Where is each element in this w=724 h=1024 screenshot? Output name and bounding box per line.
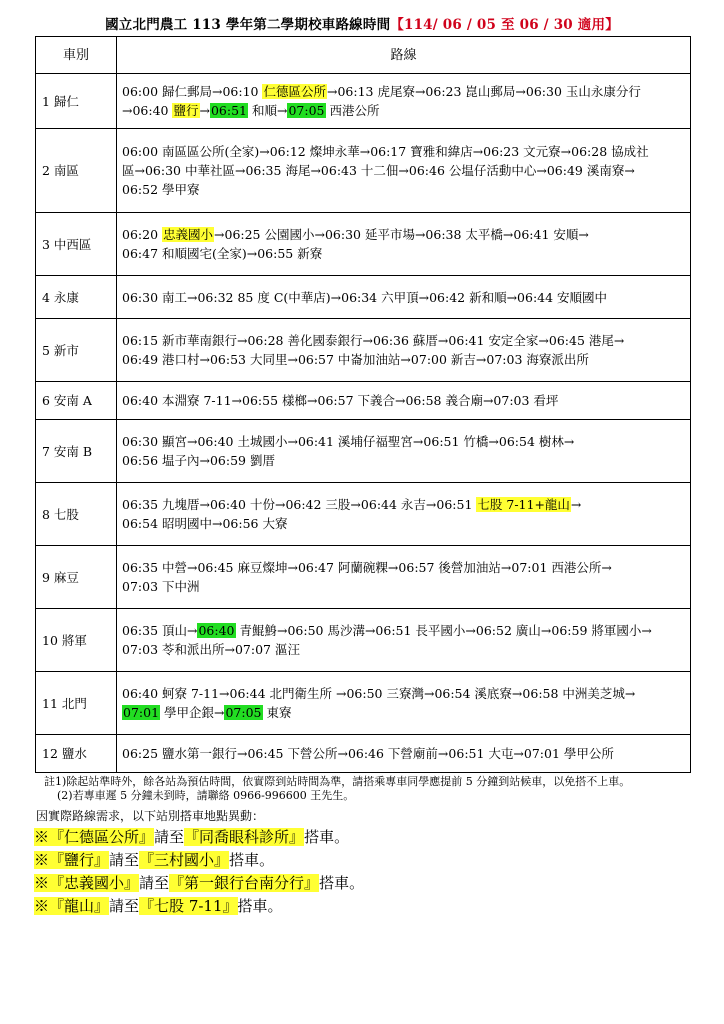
route-text: 青鯤鯓→06:50 馬沙溝→06:51 長平國小→06:52 廣山→06:59 將軍國小→ [235,623,652,638]
table-row [36,276,691,319]
new-stop: 『同喬眼科診所』 [184,828,305,846]
route-line [122,514,684,533]
route-text: 06:35 頂山→ [122,623,198,638]
route-cell [117,213,691,276]
stop-change-item [34,826,364,849]
table-row [36,213,691,276]
old-stop: 『忠義國小』 [49,874,140,892]
bus-name-cell: 12 鹽水 [36,735,117,773]
table-row [36,129,691,213]
route-text: 和順→ [248,103,288,118]
route-line [122,577,684,596]
route-cell [117,609,691,672]
change-text: 請至 [139,874,170,892]
route-line [122,744,684,763]
route-cell [117,735,691,773]
table-row [36,483,691,546]
change-text: 請至 [154,828,185,846]
highlight-stop: 忠義國小 [163,227,214,242]
highlight-time: 06:51 [210,103,248,118]
new-stop: 『三村國小』 [139,851,230,869]
route-text: 06:00 歸仁郵局→06:10 [122,84,263,99]
highlight-stop: 鹽行 [173,103,199,118]
table-row [36,420,691,483]
route-text: 06:52 學甲寮 [122,182,200,197]
reference-mark-icon: ※ [34,897,50,915]
route-text: → [570,497,582,512]
table-row [36,319,691,382]
route-text: 06:30 南工→06:32 85 度 C(中華店)→06:34 六甲頂→06:42 新和順→06:44 安順國中 [122,289,608,305]
new-stop: 『七股 7-11』 [139,897,238,915]
route-line [122,621,684,640]
table-row [36,74,691,129]
route-line [122,558,684,577]
change-text: 搭車。 [237,897,283,915]
table-row [36,735,691,773]
highlight-stop: 仁德區公所 [263,84,326,99]
reference-mark-icon: ※ [34,851,50,869]
route-text: →06:13 虎尾寮→06:23 崑山郵局→06:30 玉山永康分行 [326,84,641,99]
new-stop: 『第一銀行台南分行』 [169,874,320,892]
route-text: 學甲企銀→ [160,705,225,720]
route-text: →06:25 公園國小→06:30 延平市場→06:38 太平橋→06:41 安順→ [214,227,589,242]
route-text: → [199,103,210,118]
old-stop: 『龍山』 [49,897,110,915]
change-text: 請至 [109,897,140,915]
change-text: 請至 [109,851,140,869]
highlight-time: 07:05 [225,705,262,720]
title-main: 國立北門農工 113 學年第二學期校車路線時間 [105,17,391,33]
change-text: 搭車。 [304,828,350,846]
route-cell [117,74,691,129]
route-text: 06:25 鹽水第一銀行→06:45 下營公所→06:46 下營廟前→06:51 大屯→07:01 學甲公所 [122,746,614,761]
table-row [36,609,691,672]
old-stop: 『鹽行』 [49,851,110,869]
bus-schedule-table [35,36,691,773]
header-bus: 車別 [36,37,117,74]
stop-change-item [34,872,364,895]
route-cell [117,319,691,382]
route-line [122,432,684,451]
bus-name-cell: 9 麻豆 [36,546,117,609]
reference-mark-icon: ※ [34,874,50,892]
bus-name-cell: 1 歸仁 [36,74,117,129]
reference-mark-icon: ※ [34,828,50,846]
route-cell [117,276,691,319]
route-line [122,225,684,244]
route-text: 06:47 和順國宅(全家)→06:55 新寮 [122,246,323,261]
highlight-time: 07:05 [288,103,325,118]
table-row [36,546,691,609]
route-text: 東寮 [262,705,292,720]
highlight-time: 06:40 [198,623,235,638]
old-stop: 『仁德區公所』 [49,828,155,846]
route-text: 06:15 新市華南銀行→06:28 善化國泰銀行→06:36 蘇厝→06:41 安定全家→06:45 港尾→ [122,333,625,348]
bus-name-cell: 11 北門 [36,672,117,735]
route-text: 06:30 顯宮→06:40 土城國小→06:41 溪埔仔福聖宮→06:51 竹橋→06:54 樹林→ [122,434,575,449]
route-text: 06:40 蚵寮 7-11→06:44 北門衛生所 →06:50 三寮灣→06:54 溪底寮→06:58 中洲美芝城→ [122,686,636,701]
bus-name-cell: 8 七股 [36,483,117,546]
route-text: 06:35 九塊厝→06:40 十份→06:42 三股→06:44 永吉→06:51 [122,497,477,512]
route-text: 06:56 塭子內→06:59 劉厝 [122,453,275,468]
bus-name-cell: 10 將軍 [36,609,117,672]
route-line [122,703,684,722]
route-text: 06:54 昭明國中→06:56 大寮 [122,516,288,531]
route-line [122,391,684,410]
route-text: 07:03 下中洲 [122,579,200,594]
stop-change-item [34,849,364,872]
change-text: 搭車。 [229,851,275,869]
route-line [122,684,684,703]
route-line [122,331,684,350]
change-text: 搭車。 [319,874,365,892]
page-title [0,13,724,33]
route-text: 06:49 港口村→06:53 大同里→06:57 中崙加油站→07:00 新吉→07:03 海寮派出所 [122,352,589,367]
route-text: →06:40 [122,103,173,118]
route-text: 西港公所 [325,103,380,118]
table-row [36,382,691,420]
highlight-time: 07:01 [123,705,160,720]
table-header-row [36,37,691,74]
route-cell [117,382,691,420]
route-text: 06:35 中營→06:45 麻豆燦坤→06:47 阿蘭碗粿→06:57 後營加油站→07:01 西港公所→ [122,560,612,575]
route-line [122,180,684,199]
route-cell [117,129,691,213]
footnote-1: 註1)除起站準時外，餘各站為預估時間，依實際到站時間為準，請搭乘專車同學應提前 5 分鐘到站候車，以免搭不上車。 [44,775,631,788]
route-line [122,161,684,180]
bus-name-cell: 2 南區 [36,129,117,213]
bus-name-cell: 7 安南 B [36,420,117,483]
route-line [122,82,684,101]
stop-change-item [34,895,364,918]
route-cell [117,672,691,735]
route-line [122,101,684,120]
route-text: 07:03 苓和派出所→07:07 漚汪 [122,642,300,657]
route-line [122,142,684,161]
footnotes [44,775,630,803]
route-line [122,495,684,514]
route-line [122,350,684,369]
route-text: 06:00 南區區公所(全家)→06:12 燦坤永華→06:17 寶雅和緯店→06:23 文元寮→06:28 協成社 [122,144,649,159]
route-line [122,640,684,659]
route-text: 區→06:30 中華社區→06:35 海尾→06:43 十二佃→06:46 公塭仔活動中心→06:49 溪南寮→ [122,163,635,178]
route-cell [117,420,691,483]
header-route: 路線 [117,37,691,74]
bus-name-cell: 6 安南 A [36,382,117,420]
route-line [122,244,684,263]
table-body [36,74,691,773]
route-cell [117,546,691,609]
route-cell [117,483,691,546]
route-text: 06:20 [122,227,162,242]
stop-change-list [34,826,364,918]
bus-name-cell: 4 永康 [36,276,117,319]
title-period: 【114/ 06 / 05 至 06 / 30 適用】 [390,17,619,33]
highlight-stop: 七股 7-11+龍山 [477,497,570,512]
route-line [122,451,684,470]
bus-name-cell: 5 新市 [36,319,117,382]
table-row [36,672,691,735]
route-text: 06:40 本淵寮 7-11→06:55 樣榔→06:57 下義合→06:58 義合廟→07:03 看坪 [122,393,559,408]
route-line [122,288,684,307]
change-intro: 因實際路線需求，以下站別搭車地點異動： [36,809,265,823]
bus-name-cell: 3 中西區 [36,213,117,276]
footnote-2: (2)若專車遲 5 分鐘未到時，請聯絡 0966-996600 王先生。 [57,789,355,802]
